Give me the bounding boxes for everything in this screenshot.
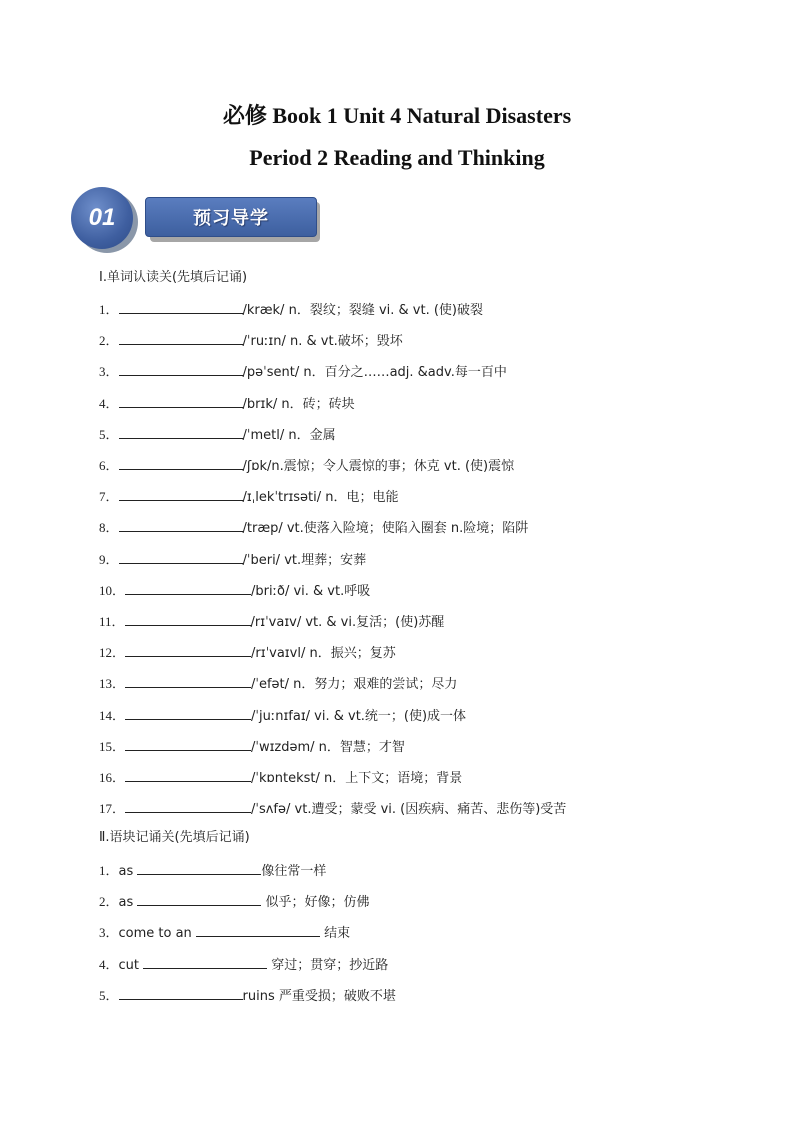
answer-blank[interactable] [119,987,243,1000]
item-definition: /ˈjuːnɪfaɪ/ vi. & vt.统一；(使)成一体 [251,708,467,724]
answer-blank[interactable] [125,800,251,813]
answer-blank[interactable] [196,924,320,937]
answer-blank[interactable] [119,395,243,408]
answer-blank[interactable] [125,582,251,595]
item-number: 5． [99,987,119,1003]
answer-blank[interactable] [119,301,243,314]
vocabulary-item [99,426,336,444]
item-number: 14． [99,707,126,723]
phrase-prefix: as [118,895,138,911]
vocabulary-item [99,738,405,756]
answer-blank[interactable] [125,675,251,688]
phrase-item [99,862,326,880]
item-definition: /træp/ vt.使落入险境；使陷入圈套 n.险境；陷阱 [242,521,529,537]
item-definition: /ˈberi/ vt.埋葬；安葬 [242,552,367,568]
answer-blank[interactable] [119,363,243,376]
phrase-item [99,893,370,911]
phrase-item [99,924,350,942]
answer-blank[interactable] [119,457,243,470]
item-number: 2． [99,333,119,349]
item-number: 2． [99,894,119,910]
vocabulary-item [99,332,403,350]
answer-blank[interactable] [125,769,251,782]
answer-blank[interactable] [125,644,251,657]
item-number: 3． [99,925,119,941]
item-definition: /ˈwɪzdəm/ n．智慧；才智 [251,739,405,755]
item-number: 3． [99,364,119,380]
item-number: 1． [99,863,119,878]
item-definition: /rɪˈvaɪvl/ n．振兴；复苏 [251,646,396,662]
vocabulary-item [99,644,396,662]
section-banner: 预习导学 [145,197,317,237]
vocabulary-item [99,363,507,381]
item-definition: /brɪk/ n．砖；砖块 [242,396,355,412]
phrase-prefix: come to an [118,926,196,942]
item-number: 9． [99,551,119,567]
item-number: 1． [99,302,119,317]
item-number: 10． [99,582,126,598]
item-number: 15． [99,738,126,754]
item-definition: /ˈmetl/ n．金属 [242,427,336,443]
vocabulary-item [99,707,466,725]
phrase-item [99,956,388,974]
vocabulary-item [99,800,566,818]
item-definition: /pəˈsent/ n．百分之……adj. &adv.每一百中 [242,365,507,381]
page-title: 必修 Book 1 Unit 4 Natural Disasters [222,103,572,128]
answer-blank[interactable] [119,488,243,501]
item-definition: /kræk/ n．裂纹；裂缝 vi. & vt. (使)破裂 [242,303,483,318]
answer-blank[interactable] [119,426,243,439]
vocabulary-item [99,675,457,693]
vocabulary-item [99,519,528,537]
item-number: 11． [99,614,125,629]
phrase-meaning: 似乎；好像；仿佛 [261,895,370,911]
vocabulary-item [99,395,355,413]
vocabulary-item [99,301,483,319]
answer-blank[interactable] [125,707,251,720]
page-subtitle: Period 2 Reading and Thinking [249,145,545,170]
answer-blank[interactable] [119,519,243,532]
item-definition: /ɪˌlekˈtrɪsəti/ n．电；电能 [242,490,399,506]
item-definition: /ˈruːɪn/ n. & vt.破坏；毁坏 [242,334,403,350]
vocabulary-item [99,457,514,475]
phrase-prefix: cut [118,957,144,973]
part2-heading: Ⅱ.语块记诵关(先填后记诵) [99,830,250,845]
vocabulary-item [99,769,462,787]
phrase-meaning: ruins 严重受损；破败不堪 [242,988,396,1004]
item-definition: /briːð/ vi. & vt.呼吸 [251,583,371,599]
item-definition: /ʃɒk/n.震惊；令人震惊的事；休克 vt. (使)震惊 [242,459,515,474]
phrase-prefix: as [118,864,138,879]
item-definition: /ˈkɒntekst/ n．上下文；语境；背景 [251,771,463,786]
item-definition: /rɪˈvaɪv/ vt. & vi.复活；(使)苏醒 [250,615,445,630]
vocabulary-item [99,582,370,600]
phrase-meaning: 像往常一样 [261,864,327,879]
item-number: 12． [99,645,126,661]
item-definition: /ˈefət/ n．努力；艰难的尝试；尽力 [251,677,458,693]
phrase-meaning: 穿过；贯穿；抄近路 [267,957,389,973]
item-definition: /ˈsʌfə/ vt.遭受；蒙受 vi. (因疾病、痛苦、悲伤等)受苦 [251,802,567,818]
phrase-item [99,987,396,1005]
answer-blank[interactable] [137,862,261,875]
vocabulary-item [99,551,366,569]
phrase-meaning: 结束 [319,926,351,942]
item-number: 6． [99,458,119,473]
item-number: 7． [99,489,119,505]
item-number: 8． [99,520,119,536]
answer-blank[interactable] [119,551,243,564]
answer-blank[interactable] [125,613,251,626]
vocabulary-item [99,613,444,631]
answer-blank[interactable] [143,956,267,969]
part1-heading: Ⅰ.单词认读关(先填后记诵) [99,270,248,285]
vocabulary-item [99,488,399,506]
item-number: 17． [99,801,126,817]
item-number: 4． [99,395,119,411]
section-number-badge: 01 [71,187,133,249]
item-number: 13． [99,676,126,692]
item-number: 5． [99,426,119,442]
answer-blank[interactable] [137,893,261,906]
answer-blank[interactable] [125,738,251,751]
item-number: 16． [99,770,126,785]
item-number: 4． [99,956,119,972]
answer-blank[interactable] [119,332,243,345]
